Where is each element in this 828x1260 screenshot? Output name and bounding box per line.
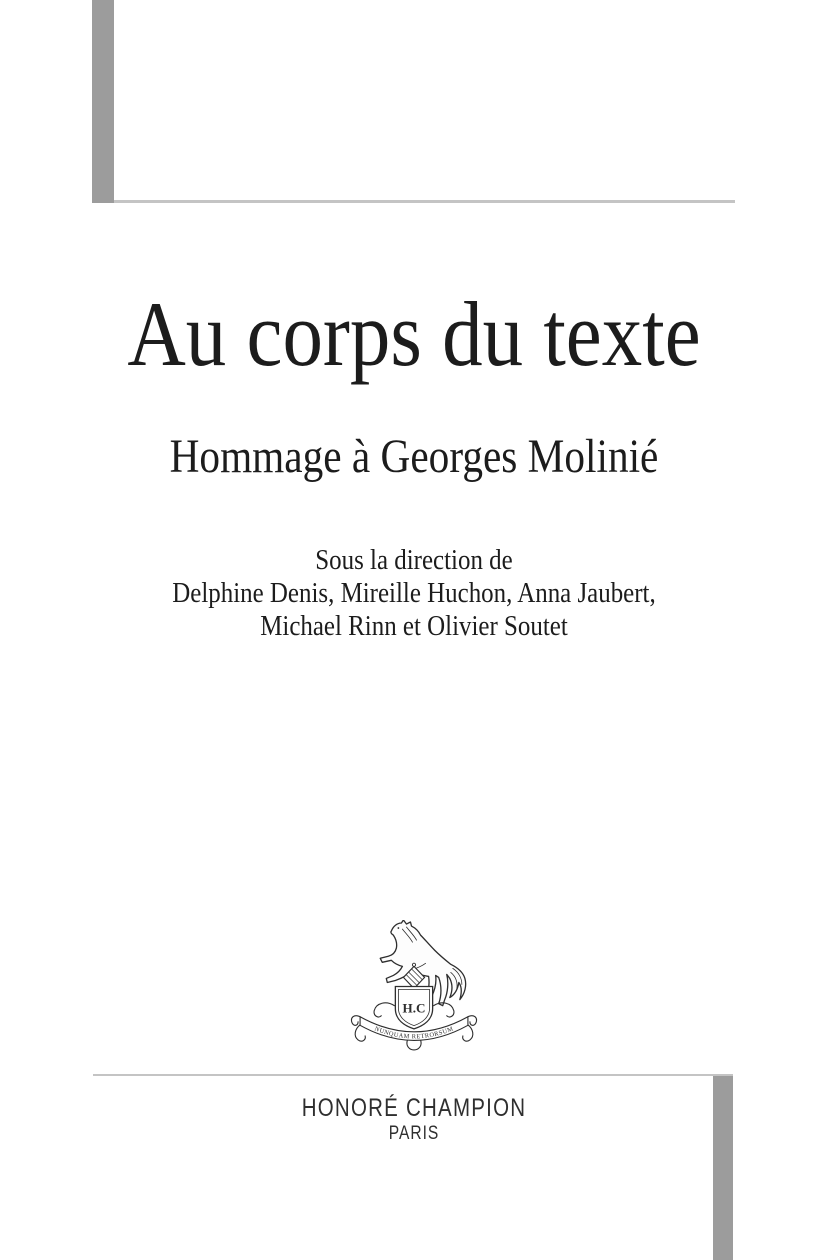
top-rule	[92, 200, 735, 203]
editors-intro: Sous la direction de	[315, 544, 513, 576]
editors-line-2: Michael Rinn et Olivier Soutet	[260, 610, 568, 642]
shield-initials: H.C	[402, 1000, 426, 1016]
editors-block	[58, 544, 770, 643]
top-left-accent-bar	[92, 0, 114, 203]
book-subtitle: Hommage à Georges Molinié	[169, 430, 659, 483]
motto-text: NUNQUAM RETRORSUM	[373, 1025, 455, 1041]
bottom-rule	[93, 1074, 733, 1076]
editors-line-1: Delphine Denis, Mireille Huchon, Anna Jaubert,	[172, 577, 656, 609]
book-title: Au corps du texte	[127, 283, 701, 385]
publisher-city: PARIS	[388, 1123, 440, 1144]
shield	[395, 987, 432, 1029]
publisher-logo-emblem	[350, 920, 478, 1052]
publisher-name: HONORÉ CHAMPION	[301, 1094, 527, 1122]
